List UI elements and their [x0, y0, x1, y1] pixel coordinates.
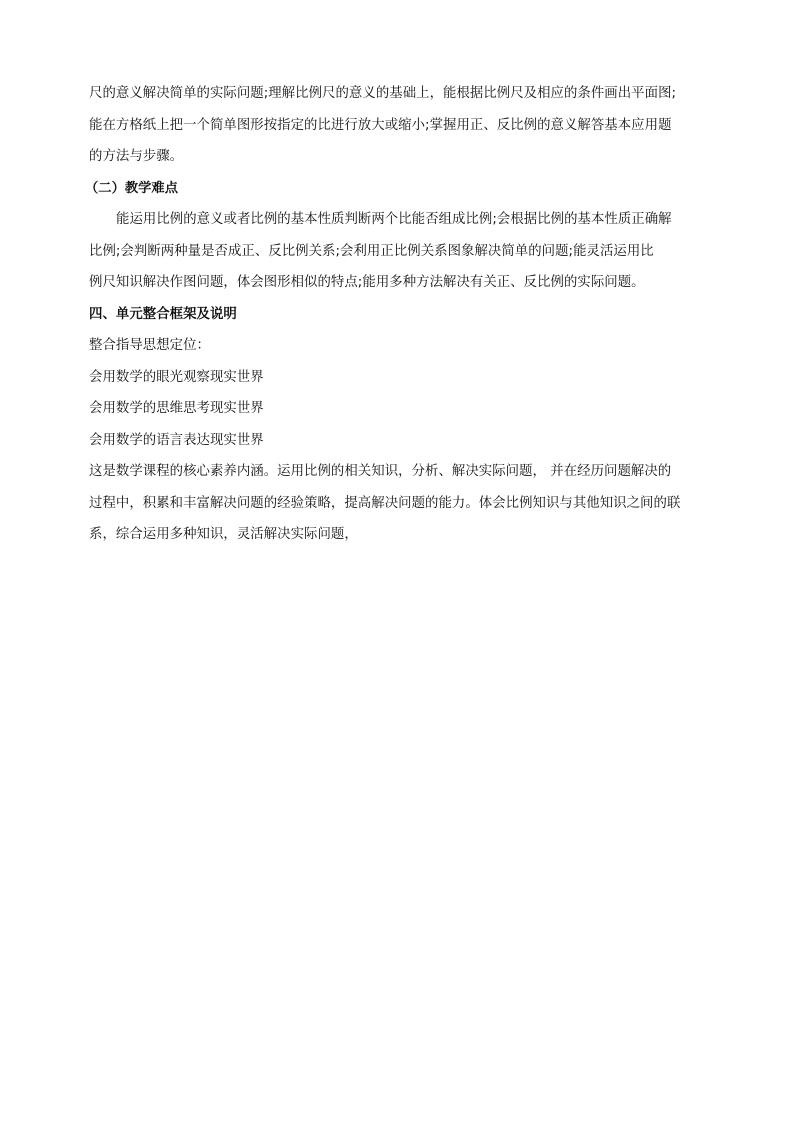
difficulties-line-2: 比例;会判断两种量是否成正、反比例关系;会利用正比例关系图象解决简单的问题;能灵活运用比 — [89, 243, 654, 259]
principle-line-1: 会用数学的眼光观察现实世界 — [89, 369, 264, 385]
summary-line-1: 这是数学课程的核心素养内涵。运用比例的相关知识，分析、解决实际问题， 并在经历问题解决的 — [89, 464, 672, 479]
section-heading-teaching-difficulties: （二）教学难点 — [85, 180, 178, 196]
section-heading-unit-framework: 四、单元整合框架及说明 — [89, 306, 237, 322]
summary-line-3: 系，综合运用多种知识，灵活解决实际问题， — [89, 527, 358, 542]
paragraph-line-1: 尺的意义解决简单的实际问题;理解比例尺的意义的基础上，能根据比例尺及相应的条件画出平面图; — [89, 86, 677, 101]
paragraph-line-3: 的方法与步骤。 — [89, 149, 184, 164]
guiding-idea-label: 整合指导思想定位： — [89, 338, 210, 353]
principle-line-2: 会用数学的思维思考现实世界 — [89, 401, 264, 416]
difficulties-line-1: 能运用比例的意义或者比例的基本性质判断两个比能否组成比例;会根据比例的基本性质正确解 — [116, 212, 672, 227]
paragraph-line-2: 能在方格纸上把一个简单图形按指定的比进行放大或缩小;掌握用正、反比例的意义解答基本应用题 — [89, 117, 672, 133]
summary-line-2: 过程中，积累和丰富解决问题的经验策略，提高解决问题的能力。体会比例知识与其他知识之间的联 — [89, 495, 681, 511]
principle-line-3: 会用数学的语言表达现实世界 — [89, 432, 264, 448]
difficulties-line-3: 例尺知识解决作图问题，体会图形相似的特点;能用多种方法解决有关正、反比例的实际问题。 — [89, 275, 645, 290]
document-page — [85, 78, 709, 551]
